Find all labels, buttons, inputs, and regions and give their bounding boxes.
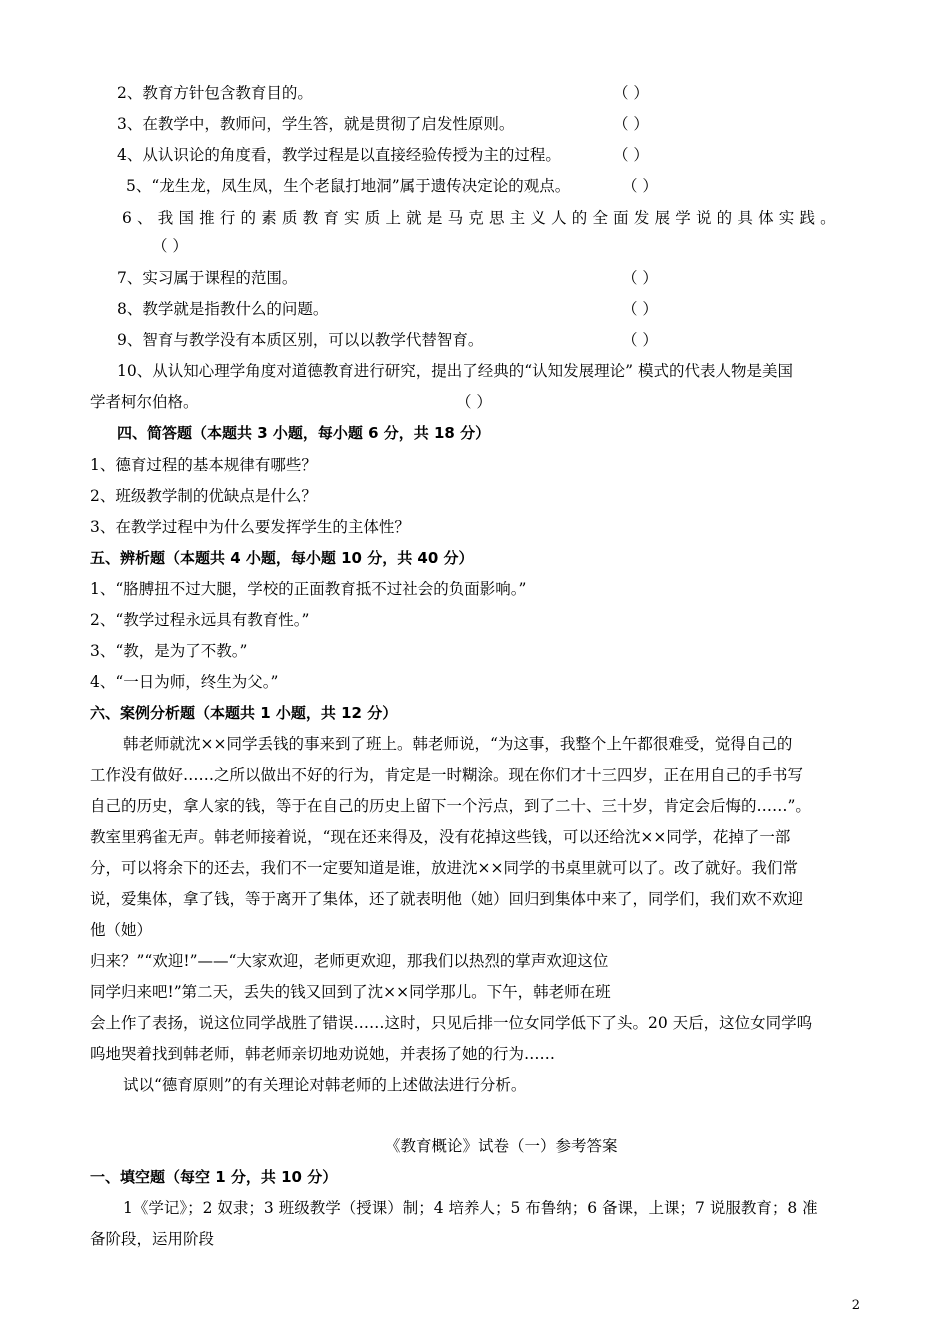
answer-paren: （ ） — [622, 331, 658, 349]
answer-section-1-heading: 一、填空题（每空 1 分，共 10 分） — [90, 1168, 338, 1186]
short-answer-item: 3、在教学过程中为什么要发挥学生的主体性？ — [90, 518, 410, 536]
case-paragraph-line: 分，可以将余下的还去，我们不一定要知道是谁，放进沈××同学的书桌里就可以了。改了就好。我们常 — [90, 859, 798, 877]
judgment-item-7: 7、实习属于课程的范围。 — [117, 269, 298, 287]
page-number: 2 — [851, 1298, 860, 1313]
answer-paren: （ ） — [622, 300, 658, 318]
answer-paren: （ ） — [152, 237, 188, 255]
short-answer-item: 2、班级教学制的优缺点是什么？ — [90, 487, 317, 505]
judgment-item-10: 10、从认知心理学角度对道德教育进行研究，提出了经典的“认知发展理论” 模式的代表人物是美国 — [117, 362, 794, 380]
case-paragraph-line: 他（她） — [90, 921, 153, 939]
case-paragraph-line: 教室里鸦雀无声。韩老师接着说，“现在还来得及，没有花掉这些钱，可以还给沈××同学，花掉了一部 — [90, 828, 791, 846]
section-5-heading: 五、辨析题（本题共 4 小题，每小题 10 分，共 40 分） — [90, 549, 474, 567]
judgment-item-4: 4、从认识论的角度看，教学过程是以直接经验传授为主的过程。 — [117, 146, 561, 164]
answer-paren: （ ） — [613, 84, 649, 102]
answer-key-title: 《教育概论》试卷（一）参考答案 — [385, 1137, 618, 1155]
judgment-item-5: 5、“龙生龙，凤生凤，生个老鼠打地洞”属于遗传决定论的观点。 — [126, 177, 571, 195]
judgment-item-10-cont: 学者柯尔伯格。 — [90, 393, 199, 411]
case-paragraph-line: 同学归来吧!”第二天，丢失的钱又回到了沈××同学那儿。下午，韩老师在班 — [90, 983, 611, 1001]
judgment-item-9: 9、智育与教学没有本质区别，可以以教学代替智育。 — [117, 331, 484, 349]
judgment-item-2: 2、教育方针包含教育目的。 — [117, 84, 313, 102]
analysis-item: 3、“教，是为了不教。” — [90, 642, 248, 660]
answer-paren: （ ） — [613, 115, 649, 133]
section-4-heading: 四、简答题（本题共 3 小题，每小题 6 分，共 18 分） — [117, 424, 491, 442]
short-answer-item: 1、德育过程的基本规律有哪些？ — [90, 456, 317, 474]
answer-paren: （ ） — [456, 393, 492, 411]
answer-paren: （ ） — [622, 269, 658, 287]
answer-paren: （ ） — [613, 146, 649, 164]
judgment-item-3: 3、在教学中，教师问，学生答，就是贯彻了启发性原则。 — [117, 115, 515, 133]
answer-paren: （ ） — [622, 177, 658, 195]
analysis-item: 2、“教学过程永远具有教育性。” — [90, 611, 310, 629]
answer-line: 备阶段，运用阶段 — [90, 1230, 215, 1248]
case-paragraph-line: 归来？”“欢迎!”——“大家欢迎，老师更欢迎，那我们以热烈的掌声欢迎这位 — [90, 952, 609, 970]
case-paragraph-line: 工作没有做好……之所以做出不好的行为，肯定是一时糊涂。现在你们才十三四岁，正在用自己的手书写 — [90, 766, 804, 784]
case-paragraph-line: 会上作了表扬，说这位同学战胜了错误……这时，只见后排一位女同学低下了头。20 天后，这位女同学呜 — [90, 1014, 813, 1032]
case-question: 试以“德育原则”的有关理论对韩老师的上述做法进行分析。 — [123, 1076, 527, 1094]
case-paragraph-line: 说，爱集体，拿了钱，等于离开了集体，还了就表明他（她）回归到集体中来了，同学们，我们欢不欢迎 — [90, 890, 804, 908]
answer-line: 1《学记》；2 奴隶；3 班级教学（授课）制；4 培养人；5 布鲁纳；6 备课，上课；7 说服教育；8 准 — [123, 1199, 818, 1217]
analysis-item: 4、“一日为师，终生为父。” — [90, 673, 279, 691]
case-paragraph-line: 自己的历史，拿人家的钱，等于在自己的历史上留下一个污点，到了二十、三十岁，肯定会后悔的……”。 — [90, 797, 811, 815]
section-6-heading: 六、案例分析题（本题共 1 小题，共 12 分） — [90, 704, 398, 722]
case-paragraph-line: 呜地哭着找到韩老师，韩老师亲切地劝说她，并表扬了她的行为…… — [90, 1045, 556, 1063]
judgment-item-6: 6、我国推行的素质教育实质上就是马克思主义人的全面发展学说的具体实践。 — [122, 209, 841, 227]
analysis-item: 1、“胳膊扭不过大腿，学校的正面教育抵不过社会的负面影响。” — [90, 580, 527, 598]
case-paragraph-line: 韩老师就沈××同学丢钱的事来到了班上。韩老师说，“为这事，我整个上午都很难受，觉得自己的 — [123, 735, 793, 753]
judgment-item-8: 8、教学就是指教什么的问题。 — [117, 300, 329, 318]
